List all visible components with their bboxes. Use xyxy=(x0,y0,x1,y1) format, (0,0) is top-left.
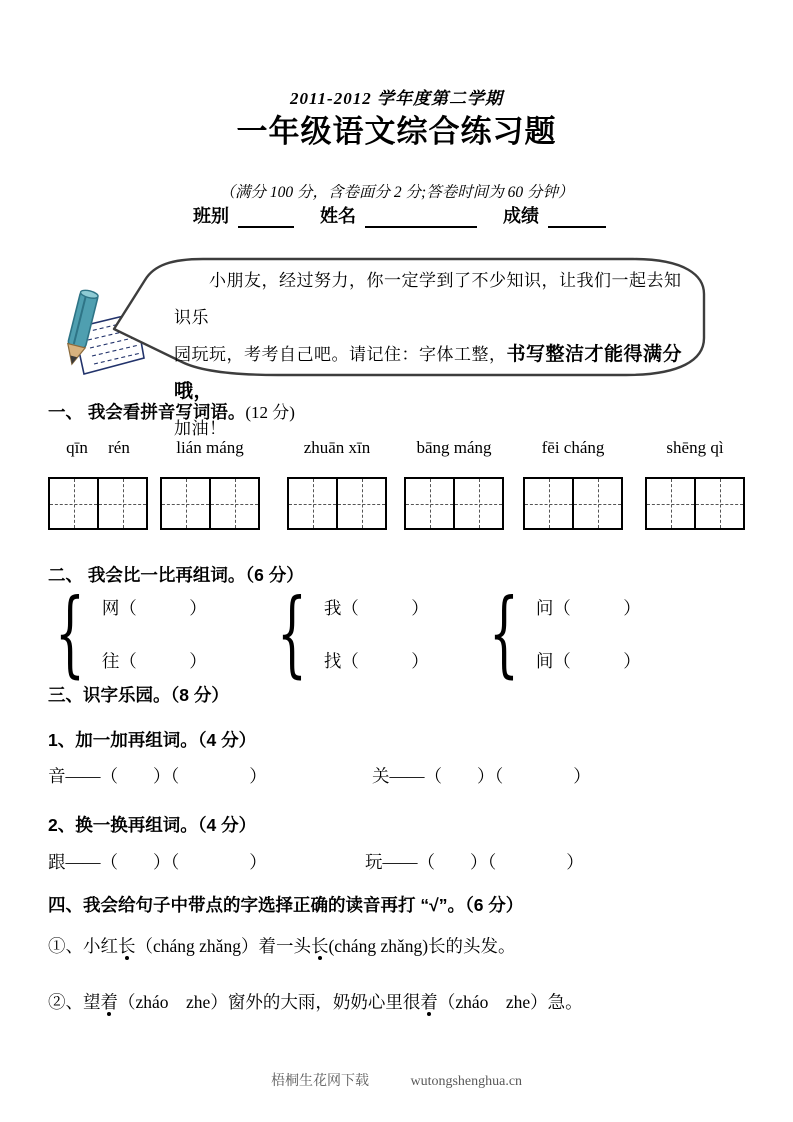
footer-site-url: wutongshenghua.cn xyxy=(410,1074,523,1089)
grid-cell xyxy=(574,479,621,528)
text-segment: ②、望 xyxy=(48,992,101,1012)
text-segment: ①、小红 xyxy=(48,936,118,956)
student-fields-row xyxy=(0,202,793,232)
grid-cell xyxy=(289,479,338,528)
score-info-line: （满分 100 分，含卷面分 2 分;答卷时间为 60 分钟） xyxy=(219,184,574,201)
hanzi-writing-grid[interactable] xyxy=(645,477,745,530)
brace-icon: { xyxy=(276,579,307,688)
compare-row: 间（ ） xyxy=(535,651,641,671)
compare-row: 往（ ） xyxy=(101,651,207,671)
field-class xyxy=(193,202,294,228)
text-segment: 加油！ xyxy=(174,419,227,438)
pinyin-column-5 xyxy=(645,438,745,530)
compare-group-3 xyxy=(474,579,641,688)
semester-line: 2011-2012 学年度第二学期 xyxy=(290,89,503,108)
compare-row: 找（ ） xyxy=(323,651,429,671)
section1-heading xyxy=(48,398,295,424)
text-segment: 园玩玩，考考自己吧。请记住：字体工整， xyxy=(174,345,507,364)
swap-word-row-left: 跟——（ ）（ ） xyxy=(48,852,267,872)
pinyin-label: bāng máng xyxy=(416,438,492,457)
pinyin-column-2 xyxy=(287,438,387,530)
swap-word-row-right: 玩——（ ）（ ） xyxy=(365,852,584,872)
sub-question-2-heading: 2、换一换再组词。（4 分） xyxy=(48,815,257,835)
hanzi-writing-grid[interactable] xyxy=(160,477,260,530)
grid-cell xyxy=(406,479,455,528)
compare-row: 网（ ） xyxy=(101,598,207,618)
page-title: 一年级语文综合练习题 xyxy=(236,114,557,149)
field-score-blank[interactable] xyxy=(548,208,606,228)
compare-row: 我（ ） xyxy=(323,598,429,618)
grid-cell xyxy=(99,479,146,528)
grid-cell xyxy=(647,479,696,528)
field-score-label: 成绩 xyxy=(503,206,539,226)
page-footer xyxy=(0,1070,793,1090)
field-class-label: 班别 xyxy=(193,206,229,226)
field-class-blank[interactable] xyxy=(238,208,294,228)
grid-cell xyxy=(525,479,574,528)
text-segment: （zháo zhe）窗外的大雨，奶奶心里很 xyxy=(118,992,421,1012)
grid-cell xyxy=(162,479,211,528)
dotted-char: 长 xyxy=(118,936,136,956)
sentence-1 xyxy=(48,933,748,958)
section2-heading: 二、 我会比一比再组词。（6 分） xyxy=(48,565,304,585)
text-segment: 小朋友，经过努力，你一定学到了不少知识，让我们一起去知识乐 xyxy=(174,271,682,327)
compare-group-2 xyxy=(262,579,429,688)
sub-question-1-heading: 1、加一加再组词。（4 分） xyxy=(48,730,257,750)
field-name-label: 姓名 xyxy=(320,206,356,226)
section1-heading-text: 一、 我会看拼音写词语。 xyxy=(48,402,246,422)
field-score xyxy=(503,202,606,228)
hanzi-writing-grid[interactable] xyxy=(523,477,623,530)
pinyin-column-0 xyxy=(48,438,148,530)
compare-row: 问（ ） xyxy=(535,598,641,618)
field-name-blank[interactable] xyxy=(365,208,477,228)
text-segment: 书写整洁才能得满分哦， xyxy=(174,344,683,402)
hanzi-writing-grid[interactable] xyxy=(404,477,504,530)
pinyin-label: lián máng xyxy=(176,438,244,457)
add-word-row-right: 关——（ ）（ ） xyxy=(372,766,591,786)
grid-cell xyxy=(50,479,99,528)
text-segment: （zháo zhe）急。 xyxy=(437,992,583,1012)
pinyin-label: qīn rén xyxy=(66,438,130,457)
text-segment: (cháng zhǎng)长的头发。 xyxy=(328,936,516,956)
dotted-char: 着 xyxy=(420,992,438,1012)
sentence-2 xyxy=(48,989,748,1014)
add-word-row-left: 音——（ ）（ ） xyxy=(48,766,267,786)
grid-cell xyxy=(338,479,385,528)
section1-heading-score: (12 分) xyxy=(245,403,295,422)
dotted-char: 长 xyxy=(310,936,329,956)
section4-heading: 四、我会给句子中带点的字选择正确的读音再打 “√”。（6 分） xyxy=(48,895,524,915)
brace-icon: { xyxy=(488,579,519,688)
pinyin-column-4 xyxy=(523,438,623,530)
text-segment: （cháng zhǎng）着一头 xyxy=(135,936,311,956)
hanzi-writing-grid[interactable] xyxy=(287,477,387,530)
section3-heading: 三、识字乐园。（8 分） xyxy=(48,685,229,705)
grid-cell xyxy=(211,479,258,528)
pinyin-column-3 xyxy=(404,438,504,530)
compare-group-1 xyxy=(40,579,207,688)
field-name xyxy=(320,202,477,228)
hanzi-writing-grid[interactable] xyxy=(48,477,148,530)
footer-site-name: 梧桐生花网下载 xyxy=(270,1074,369,1089)
pinyin-column-1 xyxy=(160,438,260,530)
dotted-char: 着 xyxy=(100,992,118,1012)
pinyin-label: shēng qì xyxy=(666,438,724,457)
pinyin-label: zhuān xīn xyxy=(303,438,371,457)
brace-icon: { xyxy=(54,579,85,688)
grid-cell xyxy=(696,479,743,528)
grid-cell xyxy=(455,479,502,528)
pinyin-label: fēi cháng xyxy=(541,438,605,457)
